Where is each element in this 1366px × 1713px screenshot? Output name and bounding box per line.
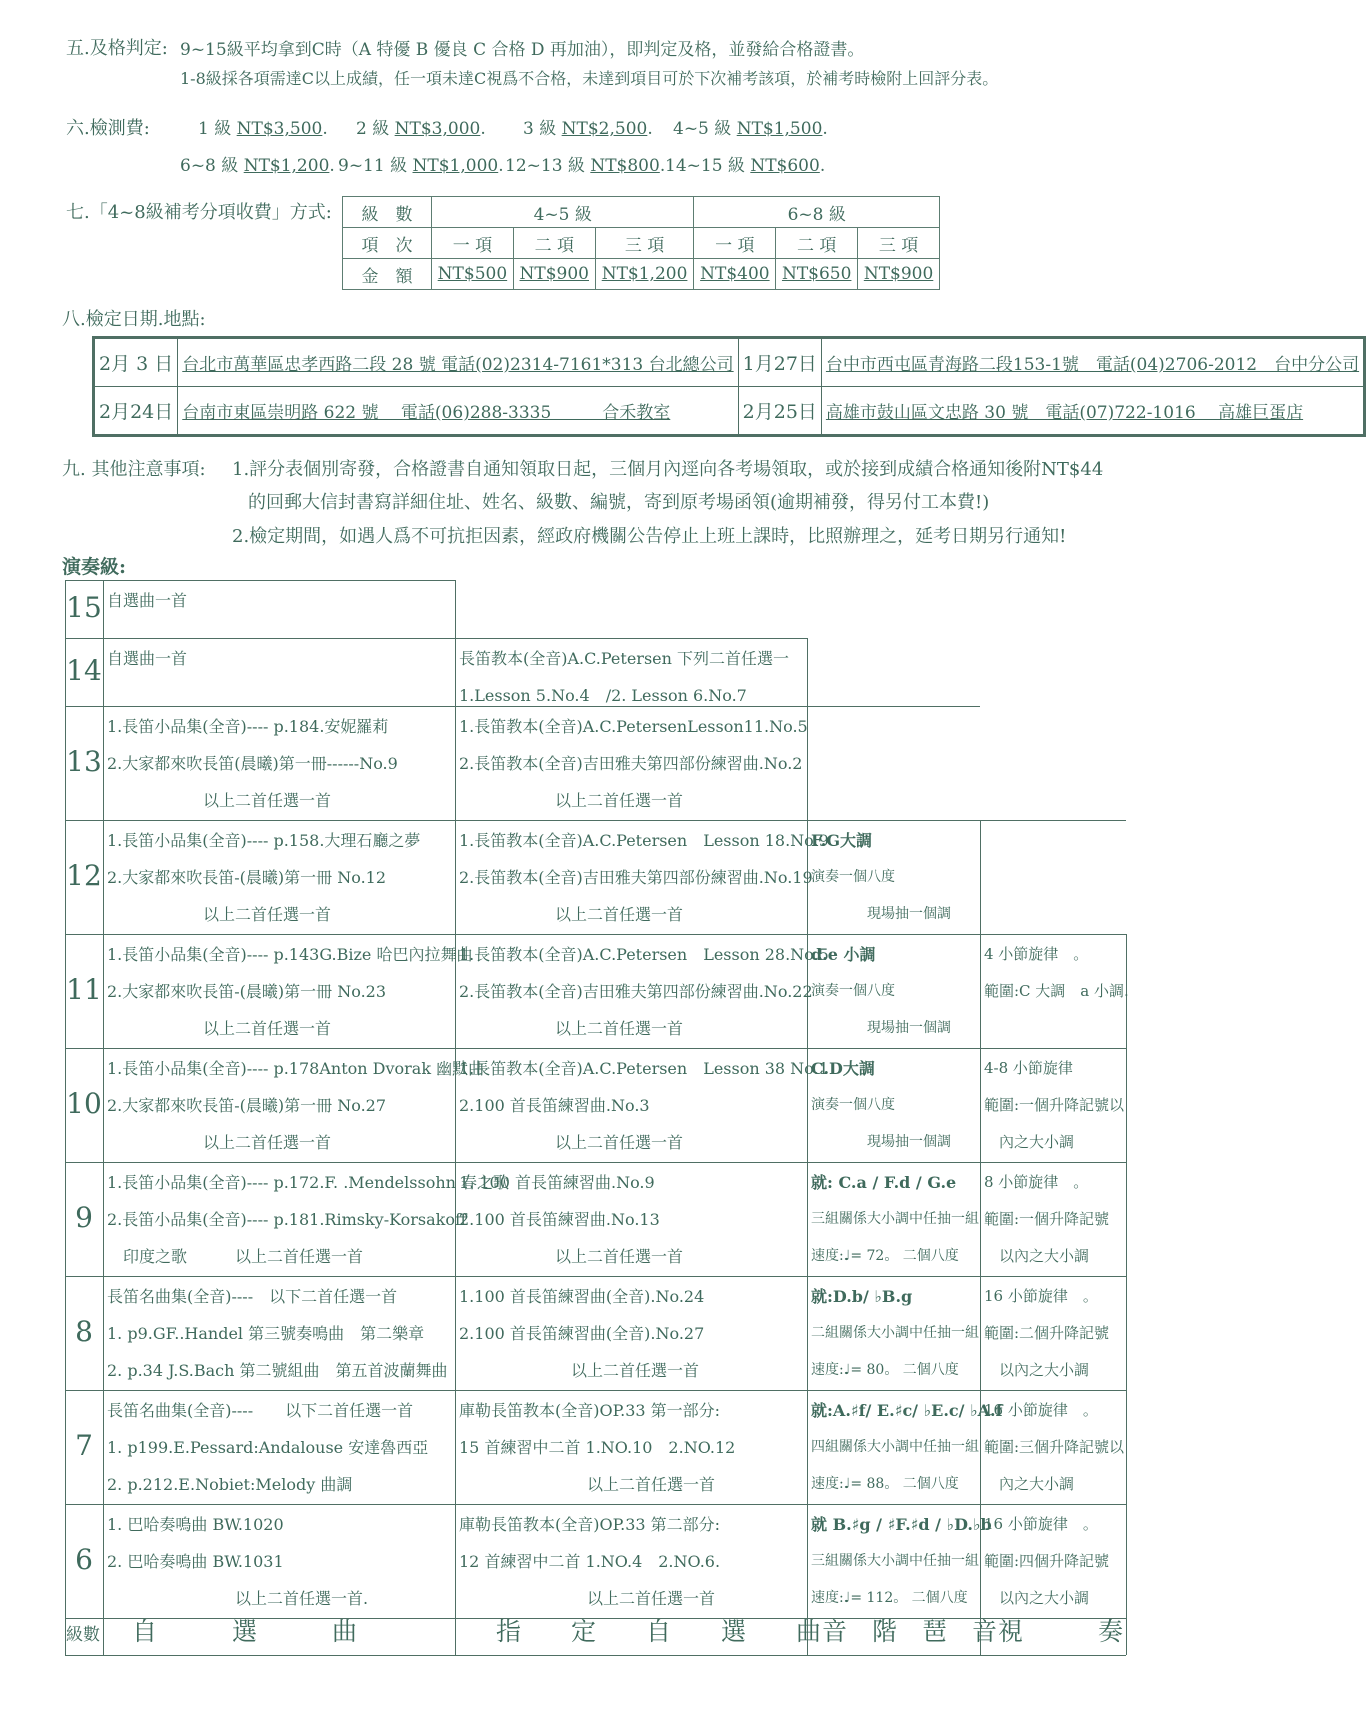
self-select-cell: 以上二首任選一首. xyxy=(107,1589,369,1608)
grade-number: 8 xyxy=(75,1315,93,1348)
grid-line xyxy=(65,1390,1126,1391)
assigned-piece-cell: 以上二首任選一首 xyxy=(459,1361,700,1380)
sight-reading-cell: 以內之大小調 xyxy=(984,1361,1090,1379)
scale-cell: 就:A.♯f/ E.♯c/ ♭E.c/ ♭A.f xyxy=(811,1401,1003,1420)
fee-price: NT$1,000 xyxy=(412,156,499,176)
footer-self-select: 自 選 曲 xyxy=(132,1617,358,1646)
item-cell: 二 項 xyxy=(776,228,858,259)
scale-cell: 演奏一個八度 xyxy=(811,869,895,885)
group-4-5: 4~5 級 xyxy=(432,197,694,228)
assigned-piece-cell: 2.100 首長笛練習曲.No.3 xyxy=(459,1096,650,1115)
self-select-cell: 以上二首任選一首 xyxy=(107,791,332,810)
self-select-cell: 1. p9.GF..Handel 第三號奏鳴曲 第二樂章 xyxy=(107,1324,425,1343)
sight-reading-cell: 8 小節旋律 。 xyxy=(984,1173,1089,1191)
grade-number: 13 xyxy=(66,745,102,778)
venue-cell: 台北市萬華區忠孝西路二段 28 號 電話(02)2314-7161*313 台北總公司 xyxy=(178,338,738,387)
sec9-line2: 的回郵大信封書寫詳細住址、姓名、級數、編號，寄到原考場函領(逾期補發，得另付工本費!) xyxy=(248,492,990,513)
fee-price: NT$1,200 xyxy=(243,156,330,176)
scale-cell: 速度:♩= 88。 二個八度 xyxy=(811,1476,959,1492)
assigned-piece-cell: 以上二首任選一首 xyxy=(459,1247,684,1266)
amount-cell: NT$650 xyxy=(776,259,858,290)
item-cell: 三 項 xyxy=(858,228,940,259)
performance-title: 演奏級: xyxy=(62,556,127,578)
assigned-piece-cell: 以上二首任選一首 xyxy=(459,905,684,924)
fee-grade: 14~15 級 xyxy=(665,156,745,176)
footer-sight-reading: 視 奏 xyxy=(998,1617,1124,1646)
date-cell: 2月25日 xyxy=(738,387,821,436)
date-cell: 1月27日 xyxy=(738,338,821,387)
assigned-piece-cell: 2.100 首長笛練習曲.No.13 xyxy=(459,1210,660,1229)
sight-reading-cell: 範圍:二個升降記號 xyxy=(984,1324,1110,1342)
assigned-piece-cell: 2.長笛教本(全音)吉田雅夫第四部份練習曲.No.19 xyxy=(459,868,813,887)
grid-line xyxy=(65,1048,1126,1049)
fee-grade: 12~13 級 xyxy=(505,156,585,176)
self-select-cell: 印度之歌 以上二首任選一首 xyxy=(107,1247,364,1266)
fee-price: NT$3,500 xyxy=(236,119,323,139)
assigned-piece-cell: 庫勒長笛教本(全音)OP.33 第二部分: xyxy=(459,1515,721,1534)
sight-reading-cell: 16 小節旋律 。 xyxy=(984,1287,1098,1305)
grade-number: 12 xyxy=(66,859,102,892)
fee-price: NT$600 xyxy=(750,156,820,176)
sight-reading-cell: 16 小節旋律 。 xyxy=(984,1515,1098,1533)
grid-line xyxy=(65,638,807,639)
item-cell: 二 項 xyxy=(513,228,595,259)
self-select-cell: 1.長笛小品集(全音)---- p.178Anton Dvorak 幽默曲 xyxy=(107,1059,485,1078)
assigned-piece-cell: 1.Lesson 5.No.4 /2. Lesson 6.No.7 xyxy=(459,686,747,705)
grid-line xyxy=(455,580,456,1655)
assigned-piece-cell: 以上二首任選一首 xyxy=(459,1019,684,1038)
scale-cell: 速度:♩= 72。 二個八度 xyxy=(811,1248,959,1264)
sight-reading-cell: 範圍:四個升降記號 xyxy=(984,1552,1110,1570)
self-select-cell: 2.大家都來吹長笛-(晨曦)第一冊 No.27 xyxy=(107,1096,387,1115)
fee-item: 14~15 級 NT$600. xyxy=(665,156,826,176)
self-select-cell: 自選曲一首 xyxy=(107,649,188,668)
venue-cell: 台南市東區崇明路 622 號 電話(06)288-3335 合禾教室 xyxy=(178,387,738,436)
assigned-piece-cell: 以上二首任選一首 xyxy=(459,1475,716,1494)
item-cell: 一 項 xyxy=(432,228,514,259)
sec5-label: 五.及格判定: xyxy=(66,38,168,59)
grade-number: 15 xyxy=(66,591,102,624)
fee-item: 2 級 NT$3,000. xyxy=(356,119,486,139)
self-select-cell: 1.長笛小品集(全音)---- p.143G.Bize 哈巴內拉舞曲 xyxy=(107,945,473,964)
assigned-piece-cell: 1.長笛教本(全音)A.C.Petersen Lesson 38 No.1 xyxy=(459,1059,829,1078)
grade-number: 9 xyxy=(75,1201,93,1234)
fee-grade: 3 級 xyxy=(523,119,557,139)
scale-cell: 現場抽一個調 xyxy=(811,1020,951,1036)
amount-cell: NT$900 xyxy=(858,259,940,290)
fee-item: 6~8 級 NT$1,200. xyxy=(180,156,335,176)
fee-grade: 6~8 級 xyxy=(180,156,239,176)
grid-line xyxy=(103,580,104,1655)
venue-cell: 高雄市鼓山區文忠路 30 號 電話(07)722-1016 高雄巨蛋店 xyxy=(821,387,1364,436)
self-select-cell: 長笛名曲集(全音)---- 以下二首任選一首 xyxy=(107,1287,398,1306)
item-cell: 一 項 xyxy=(694,228,776,259)
self-select-cell: 以上二首任選一首 xyxy=(107,905,332,924)
scale-cell: F.G大調 xyxy=(811,831,872,850)
venue-cell: 台中市西屯區青海路二段153-1號 電話(04)2706-2012 台中分公司 xyxy=(821,338,1364,387)
scale-cell: 現場抽一個調 xyxy=(811,906,951,922)
sec8-label: 八.檢定日期.地點: xyxy=(62,309,206,330)
makeup-fee-table xyxy=(342,196,940,290)
sight-reading-cell: 範圍:一個升降記號 xyxy=(984,1210,1110,1228)
sight-reading-cell: 內之大小調 xyxy=(984,1475,1075,1493)
self-select-cell: 1. 巴哈奏鳴曲 BW.1020 xyxy=(107,1515,284,1534)
fee-price: NT$2,500 xyxy=(561,119,648,139)
scale-cell: 就 B.♯g / ♯F.♯d / ♭D.♭b xyxy=(811,1515,992,1534)
grade-number: 6 xyxy=(75,1543,93,1576)
grid-line xyxy=(65,1504,1126,1505)
date-cell: 2月24日 xyxy=(94,387,178,436)
sec5-line1: 9~15級平均拿到C時（A 特優 B 優良 C 合格 D 再加油），即判定及格，並發給合格證書。 xyxy=(180,40,865,60)
item-cell: 三 項 xyxy=(595,228,694,259)
scale-cell: 速度:♩= 80。 二個八度 xyxy=(811,1362,959,1378)
sight-reading-cell: 以內之大小調 xyxy=(984,1589,1090,1607)
sec9-line3: 2.檢定期間，如遇人爲不可抗拒因素，經政府機關公告停止上班上課時，比照辦理之，延考日期另行通知! xyxy=(232,526,1067,547)
sight-reading-cell: 範圍:C 大調 a 小調. xyxy=(984,982,1129,1000)
sec9-label: 九. 其他注意事項: xyxy=(62,459,206,480)
sight-reading-cell: 範圍:三個升降記號以 xyxy=(984,1438,1125,1456)
grid-line xyxy=(65,1276,1126,1277)
fee-price: NT$1,500 xyxy=(736,119,823,139)
amount-cell: NT$500 xyxy=(432,259,514,290)
fee-grade: 9~11 級 xyxy=(338,156,408,176)
grid-line xyxy=(65,934,1126,935)
amount-cell: NT$900 xyxy=(513,259,595,290)
fee-item: 9~11 級 NT$1,000. xyxy=(338,156,504,176)
fee-item: 1 級 NT$3,500. xyxy=(198,119,328,139)
sec7-label: 七.「4~8級補考分項收費」方式: xyxy=(66,202,332,223)
self-select-cell: 2.長笛小品集(全音)---- p.181.Rimsky-Korsakoff xyxy=(107,1210,467,1229)
sec9-line1: 1.評分表個別寄發，合格證書自通知領取日起，三個月內逕向各考場領取，或於接到成績合格通知後附NT$44 xyxy=(232,459,1104,480)
header-level: 級 數 xyxy=(343,197,432,228)
self-select-cell: 1.長笛小品集(全音)---- p.158.大理石廳之夢 xyxy=(107,831,421,850)
sight-reading-cell: 範圍:一個升降記號以 xyxy=(984,1096,1125,1114)
self-select-cell: 2.大家都來吹長笛-(晨曦)第一冊 No.12 xyxy=(107,868,387,887)
amount-cell: NT$1,200 xyxy=(595,259,694,290)
header-item: 項 次 xyxy=(343,228,432,259)
scale-cell: 就: C.a / F.d / G.e xyxy=(811,1173,957,1192)
sight-reading-cell: 4-8 小節旋律 xyxy=(984,1059,1073,1077)
assigned-piece-cell: 長笛教本(全音)A.C.Petersen 下列二首任選一 xyxy=(459,649,790,668)
self-select-cell: 長笛名曲集(全音)---- 以下二首任選一首 xyxy=(107,1401,414,1420)
fee-item: 3 級 NT$2,500. xyxy=(523,119,653,139)
fee-grade: 4~5 級 xyxy=(673,119,732,139)
fee-grade: 2 級 xyxy=(356,119,390,139)
self-select-cell: 2. 巴哈奏鳴曲 BW.1031 xyxy=(107,1552,284,1571)
assigned-piece-cell: 1.長笛教本(全音)A.C.PetersenLesson11.No.5 xyxy=(459,717,808,736)
grade-number: 7 xyxy=(75,1429,93,1462)
sight-reading-cell: 內之大小調 xyxy=(984,1133,1075,1151)
self-select-cell: 2.大家都來吹長笛-(晨曦)第一冊 No.23 xyxy=(107,982,387,1001)
assigned-piece-cell: 2.100 首長笛練習曲(全音).No.27 xyxy=(459,1324,705,1343)
sight-reading-cell: 16 小節旋律 。 xyxy=(984,1401,1098,1419)
sight-reading-cell: 以內之大小調 xyxy=(984,1247,1090,1265)
scale-cell: d.e 小調 xyxy=(811,945,876,964)
scale-cell: 就:D.b/ ♭B.g xyxy=(811,1287,913,1306)
self-select-cell: 以上二首任選一首 xyxy=(107,1019,332,1038)
self-select-cell: 以上二首任選一首 xyxy=(107,1133,332,1152)
assigned-piece-cell: 1. 100 首長笛練習曲.No.9 xyxy=(459,1173,655,1192)
scale-cell: C.D大調 xyxy=(811,1059,875,1078)
assigned-piece-cell: 15 首練習中二首 1.NO.10 2.NO.12 xyxy=(459,1438,736,1457)
sec5-line2: 1-8級採各項需達C以上成績，任一項未達C視爲不合格，未達到項目可於下次補考該項，於補考時檢附上回評分表。 xyxy=(180,69,999,88)
grade-number: 14 xyxy=(66,654,102,687)
sight-reading-cell: 4 小節旋律 。 xyxy=(984,945,1089,963)
self-select-cell: 自選曲一首 xyxy=(107,591,188,610)
scale-cell: 現場抽一個調 xyxy=(811,1134,951,1150)
scale-cell: 四組關係大小調中任抽一組 xyxy=(811,1439,979,1455)
footer-scale: 音 階 琶 音 xyxy=(822,1617,998,1646)
fee-price: NT$3,000 xyxy=(394,119,481,139)
header-amount: 金 額 xyxy=(343,259,432,290)
grid-line xyxy=(807,638,808,1655)
scale-cell: 演奏一個八度 xyxy=(811,1097,895,1113)
footer-assigned: 指 定 自 選 曲 xyxy=(496,1617,822,1646)
grid-line xyxy=(65,1655,1126,1656)
fee-item: 12~13 級 NT$800. xyxy=(505,156,666,176)
assigned-piece-cell: 以上二首任選一首 xyxy=(459,791,684,810)
grade-number: 10 xyxy=(66,1087,102,1120)
assigned-piece-cell: 2.長笛教本(全音)吉田雅夫第四部份練習曲.No.22 xyxy=(459,982,813,1001)
grade-number: 11 xyxy=(66,973,102,1006)
assigned-piece-cell: 以上二首任選一首 xyxy=(459,1133,684,1152)
grid-line xyxy=(1126,934,1127,1655)
self-select-cell: 2.大家都來吹長笛(晨曦)第一冊------No.9 xyxy=(107,754,398,773)
assigned-piece-cell: 1.長笛教本(全音)A.C.Petersen Lesson 18.No.9 xyxy=(459,831,829,850)
footer-grade: 級數 xyxy=(66,1625,100,1645)
fee-price: NT$800 xyxy=(590,156,660,176)
scale-cell: 三組關係大小調中任抽一組 xyxy=(811,1211,979,1227)
group-6-8: 6~8 級 xyxy=(694,197,940,228)
scale-cell: 三組關係大小調中任抽一組 xyxy=(811,1553,979,1569)
scale-cell: 速度:♩= 112。 二個八度 xyxy=(811,1590,968,1606)
grid-line xyxy=(65,580,455,581)
amount-cell: NT$400 xyxy=(694,259,776,290)
scale-cell: 演奏一個八度 xyxy=(811,983,895,999)
self-select-cell: 2. p.212.E.Nobiet:Melody 曲調 xyxy=(107,1475,353,1494)
assigned-piece-cell: 以上二首任選一首 xyxy=(459,1589,716,1608)
assigned-piece-cell: 12 首練習中二首 1.NO.4 2.NO.6. xyxy=(459,1552,721,1571)
self-select-cell: 2. p.34 J.S.Bach 第二號組曲 第五首波蘭舞曲 xyxy=(107,1361,448,1380)
venue-table xyxy=(92,336,1366,437)
assigned-piece-cell: 庫勒長笛教本(全音)OP.33 第一部分: xyxy=(459,1401,721,1420)
assigned-piece-cell: 2.長笛教本(全音)吉田雅夫第四部份練習曲.No.2 xyxy=(459,754,803,773)
fee-grade: 1 級 xyxy=(198,119,232,139)
self-select-cell: 1.長笛小品集(全音)---- p.184.安妮羅莉 xyxy=(107,717,389,736)
assigned-piece-cell: 1.100 首長笛練習曲(全音).No.24 xyxy=(459,1287,705,1306)
grid-line xyxy=(65,820,1126,821)
sec6-label: 六.檢測費: xyxy=(66,118,150,139)
assigned-piece-cell: 1.長笛教本(全音)A.C.Petersen Lesson 28.No.5 xyxy=(459,945,829,964)
fee-item: 4~5 級 NT$1,500. xyxy=(673,119,828,139)
grid-line xyxy=(65,1162,1126,1163)
self-select-cell: 1. p199.E.Pessard:Andalouse 安達魯西亞 xyxy=(107,1438,429,1457)
date-cell: 2月 3 日 xyxy=(94,338,178,387)
scale-cell: 二組關係大小調中任抽一組 xyxy=(811,1325,979,1341)
self-select-cell: 1.長笛小品集(全音)---- p.172.F. .Mendelssohn 春之歌 xyxy=(107,1173,510,1192)
